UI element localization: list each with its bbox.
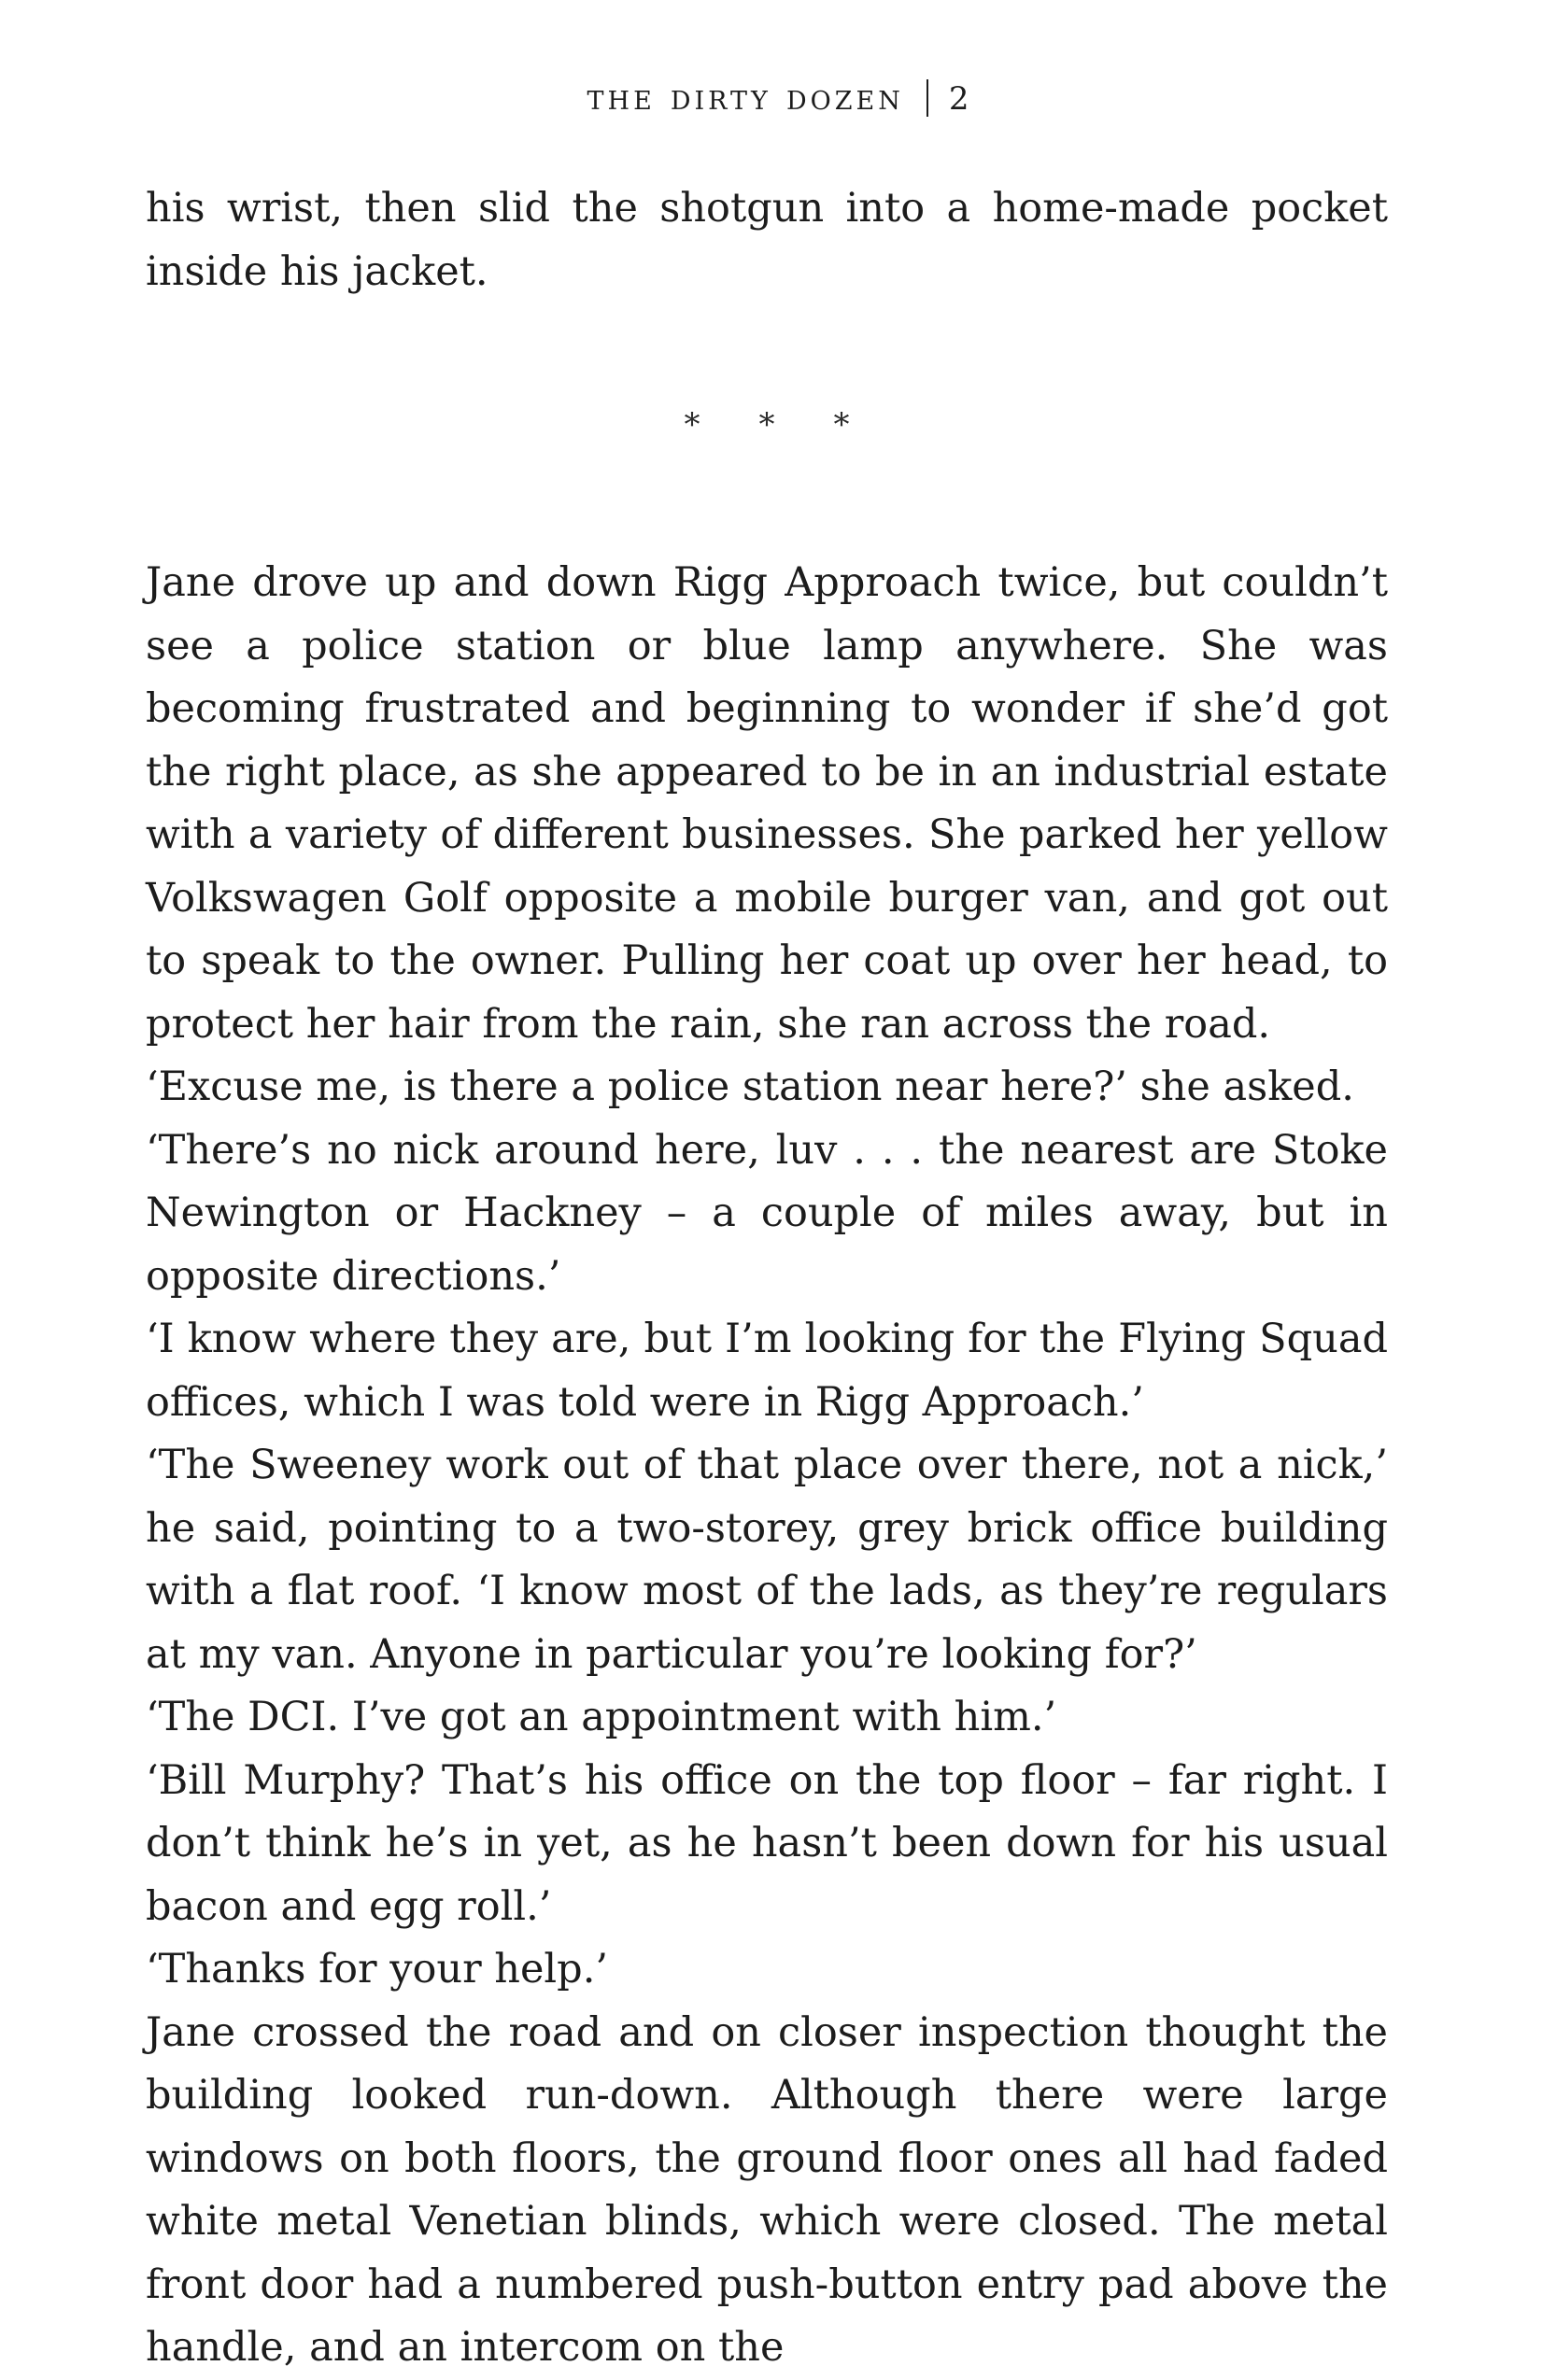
dialogue-paragraph: ‘Thanks for your help.’ (146, 1946, 609, 1993)
page-number: 2 (948, 80, 969, 118)
dialogue-paragraph: ‘Excuse me, is there a police station near here?’ she asked. (146, 1063, 1354, 1110)
section-break-star: * (833, 406, 850, 444)
section-break-star: * (758, 406, 775, 444)
dialogue-paragraph: ‘The Sweeney work out of that place over there, not a nick,’ he said, pointing to a two-storey, grey brick office building with a flat roof. ‘I know most of the lads, as they’re regulars at my van. Anyone in particular you’re looking for?’ (146, 1442, 1388, 1678)
paragraph-continued: his wrist, then slid the shotgun into a home-made pocket inside his jacket. (146, 185, 1388, 295)
section-break (146, 300, 1388, 552)
body-text (146, 177, 1388, 2380)
running-head (0, 78, 1556, 118)
section-break-star: * (684, 406, 700, 444)
paragraph: Jane drove up and down Rigg Approach twice, but couldn’t see a police station or blue lamp anywhere. She was becoming frustrated and beginning to wonder if she’d got the right place, as she appeared to be in an industrial estate with a variety of different businesses. She parked her yellow Volkswagen Golf opposite a mobile burger van, and got out to speak to the owner. Pulling her coat up over her head, to protect her hair from the rain, she ran across the road. (146, 559, 1388, 1048)
paragraph: Jane crossed the road and on closer inspection thought the building looked run-down. Although there were large windows on both floors, the ground floor ones all had faded white metal Venetian blinds, which were closed. The metal front door had a numbered push-button entry pad above the handle, and an intercom on the (146, 2008, 1388, 2371)
dialogue-paragraph: ‘The DCI. I’ve got an appointment with him.’ (146, 1694, 1057, 1740)
dialogue-paragraph: ‘I know where they are, but I’m looking for the Flying Squad offices, which I was told were in Rigg Approach.’ (146, 1316, 1388, 1426)
dialogue-paragraph: ‘There’s no nick around here, luv . . . the nearest are Stoke Newington or Hackney – a couple of miles away, but in opposite directions.’ (146, 1126, 1388, 1300)
dialogue-paragraph: ‘Bill Murphy? That’s his office on the top floor – far right. I don’t think he’s in yet, as he hasn’t been down for his usual bacon and egg roll.’ (146, 1756, 1388, 1930)
book-title: the dirty dozen (587, 77, 904, 118)
header-divider (927, 79, 928, 117)
